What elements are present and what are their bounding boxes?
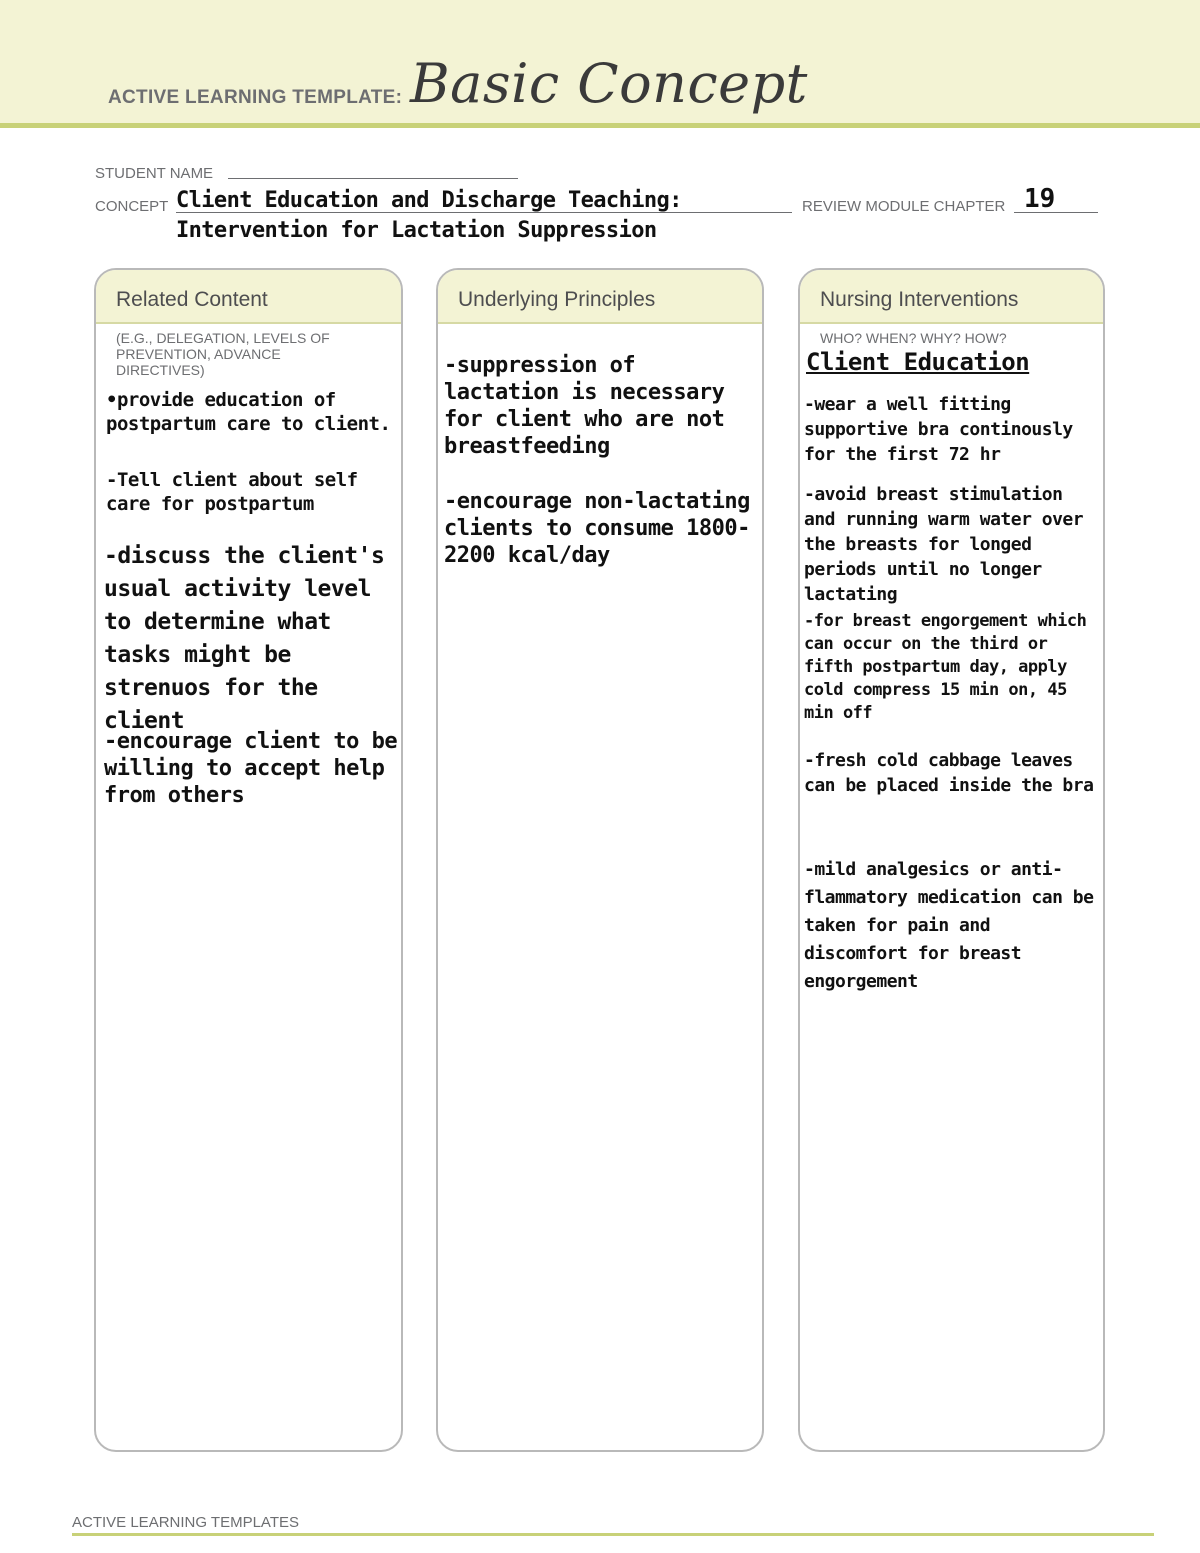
intervention-note: -wear a well fitting supportive bra continously for the first 72 hr — [804, 394, 1073, 465]
related-note: -discuss the client's usual activity level to determine what tasks might be strenuos for the client — [104, 543, 385, 734]
related-note: -encourage client to be willing to accept help from others — [104, 729, 398, 808]
client-education-heading: Client Education — [806, 348, 1030, 376]
underlying-principles-title: Underlying Principles — [458, 288, 656, 311]
related-content-title: Related Content — [116, 288, 268, 311]
related-content-subtitle: (E.G., DELEGATION, LEVELS OF PREVENTION, ADVANCE DIRECTIVES) — [116, 330, 330, 378]
header-divider — [0, 123, 1200, 128]
student-name-field[interactable] — [228, 178, 518, 179]
intervention-note: -avoid breast stimulation and running warm water over the breasts for longed periods until no longer lactating — [804, 484, 1084, 605]
concept-label: CONCEPT — [95, 198, 169, 215]
intervention-note: -mild analgesics or anti-flammatory medication can be taken for pain and discomfort for breast engorgement — [804, 859, 1094, 992]
footer-label: ACTIVE LEARNING TEMPLATES — [72, 1514, 299, 1531]
intervention-note: -fresh cold cabbage leaves can be placed inside the bra — [804, 750, 1094, 796]
nursing-interventions-title: Nursing Interventions — [820, 288, 1019, 311]
footer-divider — [72, 1533, 1154, 1536]
intervention-note: -for breast engorgement which can occur on the third or fifth postpartum day, apply cold compress 15 min on, 45 min off — [804, 611, 1087, 723]
principles-note: -encourage non-lactating clients to consume 1800-2200 kcal/day — [444, 489, 750, 568]
related-note: •provide education of postpartum care to client. — [106, 389, 391, 435]
student-name-label: STUDENT NAME — [95, 165, 214, 182]
underlying-principles-panel — [436, 268, 764, 1452]
template-title: Basic Concept — [410, 52, 808, 115]
chapter-field[interactable]: 19 — [1024, 184, 1056, 214]
concept-field[interactable]: Client Education and Discharge Teaching: Intervention for Lactation Suppression — [176, 188, 682, 243]
related-note: -Tell client about self care for postpartum — [106, 469, 358, 515]
related-content-panel — [94, 268, 403, 1452]
template-label: ACTIVE LEARNING TEMPLATE: — [108, 87, 403, 108]
nursing-interventions-panel — [798, 268, 1105, 1452]
nursing-interventions-subtitle: WHO? WHEN? WHY? HOW? — [820, 330, 1007, 346]
chapter-label: REVIEW MODULE CHAPTER — [802, 198, 1006, 215]
principles-note: -suppression of lactation is necessary for client who are not breastfeeding — [444, 353, 725, 459]
